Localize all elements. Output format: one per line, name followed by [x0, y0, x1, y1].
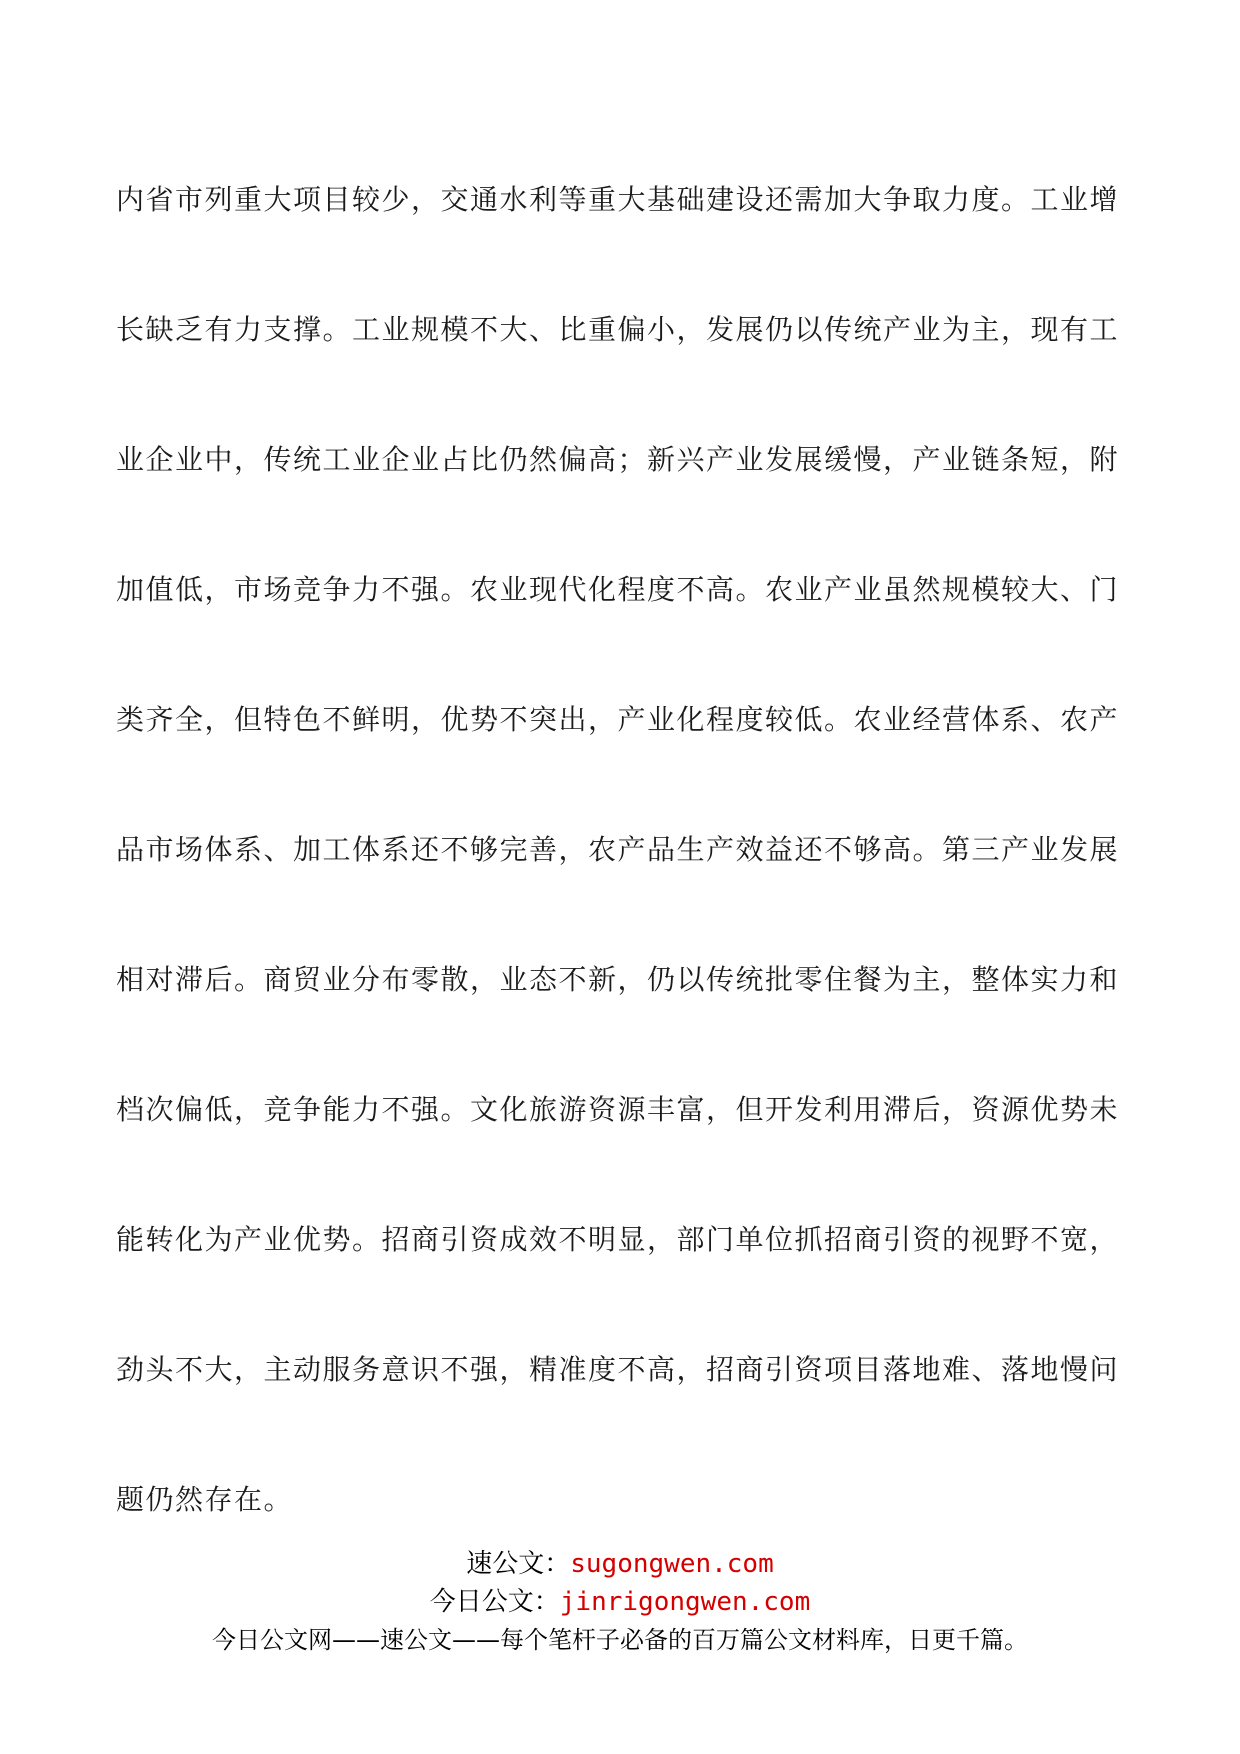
text-line: 品市场体系、加工体系还不够完善，农产品生产效益还不够高。第三产业发展: [116, 833, 1120, 866]
text-line: 类齐全，但特色不鲜明，优势不突出，产业化程度较低。农业经营体系、农产: [116, 703, 1120, 736]
text-line: 业企业中，传统工业企业占比仍然偏高；新兴产业发展缓慢，产业链条短，附: [116, 443, 1120, 476]
text-line: 长缺乏有力支撑。工业规模不大、比重偏小，发展仍以传统产业为主，现有工: [116, 313, 1120, 346]
site2-label: 今日公文：: [429, 1587, 560, 1617]
text-line: 内省市列重大项目较少，交通水利等重大基础建设还需加大争取力度。工业增: [116, 183, 1120, 216]
body-text: [116, 170, 1126, 1600]
text-line: 能转化为产业优势。招商引资成效不明显，部门单位抓招商引资的视野不宽，: [116, 1223, 1120, 1256]
text-line: 相对滞后。商贸业分布零散，业态不新，仍以传统批零住餐为主，整体实力和: [116, 963, 1120, 996]
footer-tagline: 今日公文网——速公文——每个笔杆子必备的百万篇公文材料库，日更千篇。: [212, 1626, 1028, 1654]
footer-site-2: [0, 1583, 1240, 1621]
footer: [0, 1545, 1240, 1659]
site1-link[interactable]: sugongwen.com: [570, 1549, 774, 1579]
text-line: 题仍然存在。: [116, 1483, 294, 1516]
text-line: 档次偏低，竞争能力不强。文化旅游资源丰富，但开发利用滞后，资源优势未: [116, 1093, 1120, 1126]
text-line: 劲头不大，主动服务意识不强，精准度不高，招商引资项目落地难、落地慢问: [116, 1353, 1120, 1386]
text-line: 加值低，市场竞争力不强。农业现代化程度不高。农业产业虽然规模较大、门: [116, 573, 1120, 606]
site1-label: 速公文：: [466, 1549, 571, 1579]
site2-link[interactable]: jinrigongwen.com: [559, 1587, 811, 1617]
footer-site-1: [0, 1545, 1240, 1583]
